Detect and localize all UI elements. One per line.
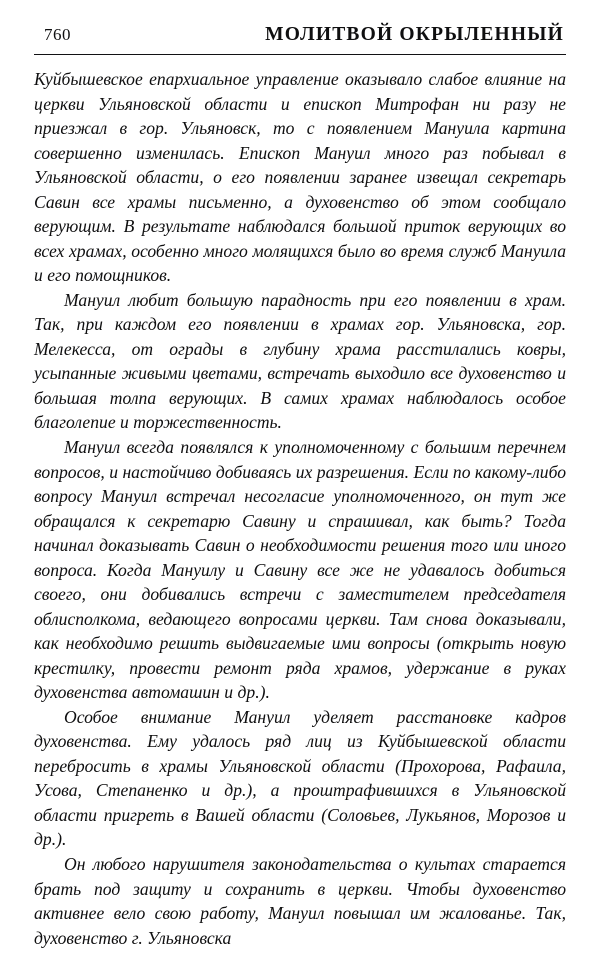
page-number: 760: [44, 25, 71, 44]
running-title: МОЛИТВОЙ ОКРЫЛЕННЫЙ: [265, 24, 564, 45]
paragraph: Мануил любит большую парадность при его появлении в храм. Так, при каждом его появлении в храмах гор. Ульяновска, гор. Мелекесса, от ограды в глубину храма расстилались ковры, усыпанные живыми цветами, встречать выходило все духовенство и большая толпа верующих. В самих храмах наблюдалось особое благолепие и торжественность.: [34, 289, 566, 433]
paragraph: Куйбышевское епархиальное управление оказывало слабое влияние на церкви Ульяновской области и епископ Митрофан ни разу не приезжал в гор. Ульяновск, то с появлением Мануила картина совершенно изменилась. Епископ Мануил много раз побывал в Ульяновской области, о его появлении заранее извещал секретарь Савин все храмы письменно, а духовенство об этом сообщало верующим. В результате наблюдался большой приток верующих во всех храмах, особенно много молящихся было во время служб Мануила и его помощников.: [34, 69, 566, 286]
body-text: [34, 67, 566, 950]
paragraph: Он любого нарушителя законодательства о культах старается брать под защиту и сохранить в церкви. Чтобы духовенство активнее вело свою работу, Мануил повышал им жалованье. Так, духовенство г. Ульяновска: [34, 854, 566, 948]
paragraph: Особое внимание Мануил уделяет расстановке кадров духовенства. Ему удалось ряд лиц из Куйбышевской области перебросить в храмы Ульяновской области (Прохорова, Рафаила, Усова, Степаненко и др.), а проштрафившихся в Ульяновской области пригреть в Вашей области (Соловьев, Лукьянов, Морозов и др.).: [34, 706, 566, 850]
header-divider: [34, 54, 566, 55]
paragraph: Мануил всегда появлялся к уполномоченному с большим перечнем вопросов, и настойчиво добиваясь их разрешения. Если по какому-либо вопросу Мануил встречал несогласие уполномоченного, он тут же обращался к секретарю Савину и спрашивал, как быть? Тогда начинал доказывать Савин о необходимости решения того или иного вопроса. Когда Мануилу и Савину все же не удавалось добиться своего, они добивались встречи с заместителем председателя облисполкома, ведающего вопросами церкви. Там снова доказывали, как необходимо решить выдвигаемые ими вопросы (открыть новую крестилку, провести ремонт ряда храмов, удержание в руках духовенства автомашин и др.).: [34, 436, 566, 703]
page-header: [34, 24, 566, 46]
